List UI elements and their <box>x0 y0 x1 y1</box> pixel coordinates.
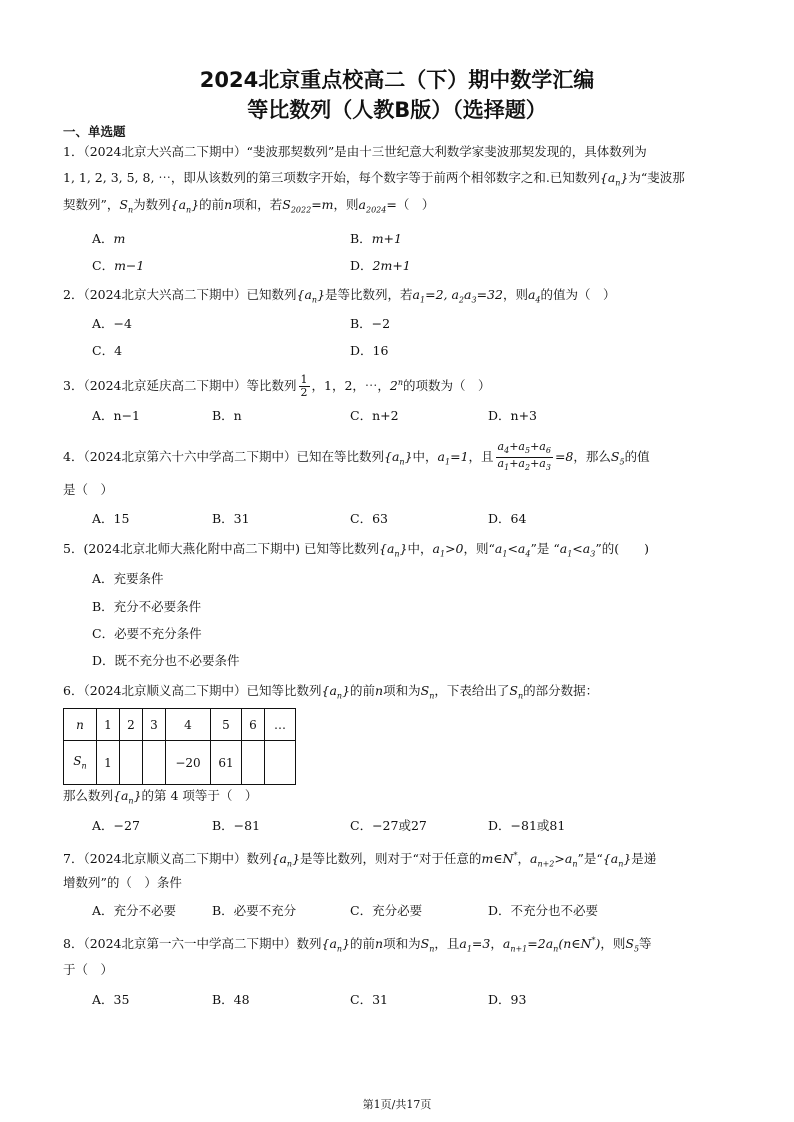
q7-line-1: 7．（2024北京顺义高二下期中）数列$\{a_n\}$是等比数列，则对于“对于任意的m∈N*，$a_{n+2}>a_n$”是“$\{a_n\}$是递 <box>63 851 657 869</box>
q5-option-a[interactable]: A．充要条件 <box>92 571 164 586</box>
table-cell: 1 <box>97 709 120 741</box>
table-row <box>64 709 296 741</box>
q3-option-d[interactable]: D．n+3 <box>488 408 537 423</box>
q5-line-1: 5．(2024北京北师大燕化附中高二下期中) 已知等比数列$\{a_n\}$中，$a_1>0$，则“$a_1<a_4$”是 “$a_1<a_3$”的( ) <box>63 541 649 559</box>
q4-option-b[interactable]: B．31 <box>212 511 250 526</box>
title-line-1: 2024北京重点校高二（下）期中数学汇编 <box>199 68 595 92</box>
q6-option-b[interactable]: B．−81 <box>212 818 261 833</box>
q1-line-2: 1, 1, 2, 3, 5, 8, ⋯，即从该数列的第三项数字开始，每个数字等于前两个相邻数字之和.已知数列$\{a_n\}$为“斐波那 <box>63 170 685 188</box>
q6-option-a[interactable]: A．−27 <box>92 818 140 833</box>
q3-option-b[interactable]: B．n <box>212 408 242 423</box>
sn-data-table <box>63 708 296 785</box>
q4-option-c[interactable]: C．63 <box>350 511 388 526</box>
table-cell: 3 <box>143 709 166 741</box>
table-cell: −20 <box>166 741 211 785</box>
q8-line-1: 8．（2024北京第一六一中学高二下期中）数列$\{a_n\}$的前n项和为$S_n$，且$a_1=3$，$a_{n+1}=2a_n(n\in N^*)$，则$S_5$等 <box>63 936 652 954</box>
q4-line-2: 是（ ） <box>63 482 114 497</box>
table-cell: … <box>265 709 296 741</box>
table-cell: n <box>64 709 97 741</box>
q1-option-a[interactable]: A．m <box>92 231 126 246</box>
q8-option-c[interactable]: C．31 <box>350 992 388 1007</box>
table-cell <box>265 741 296 785</box>
q5-option-d[interactable]: D．既不充分也不必要条件 <box>92 653 240 668</box>
q7-option-d[interactable]: D．不充分也不必要 <box>488 903 599 918</box>
table-cell: 61 <box>211 741 242 785</box>
q7-option-a[interactable]: A．充分不必要 <box>92 903 177 918</box>
table-row <box>64 741 296 785</box>
q8-option-d[interactable]: D．93 <box>488 992 527 1007</box>
table-cell <box>242 741 265 785</box>
table-cell: 6 <box>242 709 265 741</box>
q1-line-3: 契数列”，$S_n$为数列$\{a_n\}$的前n项和，若$S_{2022}=m$，则$a_{2024}=$（ ） <box>63 197 435 215</box>
table-cell: $S_n$ <box>64 741 97 785</box>
q1-option-c[interactable]: C．m−1 <box>92 258 145 273</box>
q1-option-d[interactable]: D．2m+1 <box>350 258 411 273</box>
page-footer: 第1页/共17页 <box>362 1098 432 1111</box>
table-cell: 5 <box>211 709 242 741</box>
table-cell: 2 <box>120 709 143 741</box>
q3-option-a[interactable]: A．n−1 <box>92 408 141 423</box>
table-cell <box>120 741 143 785</box>
q7-option-b[interactable]: B．必要不充分 <box>212 903 297 918</box>
q4-line-1: 4．（2024北京第六十六中学高二下期中）已知在等比数列$\{a_n\}$中，$a_1=1$，且 $\frac{a_4+a_5+a_6}{a_1+a_2+a_3}$ =8，那么$S_5$的值 <box>63 440 650 473</box>
q4-option-d[interactable]: D．64 <box>488 511 527 526</box>
q5-option-b[interactable]: B．充分不必要条件 <box>92 599 202 614</box>
table-cell: 4 <box>166 709 211 741</box>
q6-option-d[interactable]: D．−81或81 <box>488 818 566 833</box>
q8-option-a[interactable]: A．35 <box>92 992 130 1007</box>
q5-option-c[interactable]: C．必要不充分条件 <box>92 626 202 641</box>
q3-line-1: 3．（2024北京延庆高二下期中）等比数列 $\frac{1}{2}$ ，1，2，⋯，2$^n$的项数为（ ） <box>63 373 491 400</box>
q3-option-c[interactable]: C．n+2 <box>350 408 399 423</box>
q2-line-1: 2．（2024北京大兴高二下期中）已知数列$\{a_n\}$是等比数列，若$a_1=2$, $a_2a_3=32$，则$a_4$的值为（ ） <box>63 287 616 305</box>
q2-option-b[interactable]: B．−2 <box>350 316 391 331</box>
fraction-one-half: $\frac{1}{2}$ <box>300 373 308 400</box>
q7-line-2: 增数列”的（ ）条件 <box>63 875 182 890</box>
q2-option-a[interactable]: A．−4 <box>92 316 132 331</box>
q6-option-c[interactable]: C．−27或27 <box>350 818 427 833</box>
q8-line-2: 于（ ） <box>63 962 114 977</box>
q6-line-1: 6．（2024北京顺义高二下期中）已知等比数列$\{a_n\}$的前n项和为$S_n$，下表给出了$S_n$的部分数据： <box>63 683 599 701</box>
section-heading: 一、单选题 <box>63 124 126 139</box>
q4-option-a[interactable]: A．15 <box>92 511 130 526</box>
q2-option-c[interactable]: C．4 <box>92 343 123 358</box>
q1-option-b[interactable]: B．m+1 <box>350 231 402 246</box>
q2-option-d[interactable]: D．16 <box>350 343 389 358</box>
fraction-expression: $\frac{a_4+a_5+a_6}{a_1+a_2+a_3}$ <box>497 440 551 473</box>
q1-line-1: 1．（2024北京大兴高二下期中）“斐波那契数列”是由十三世纪意大利数学家斐波那契发现的，具体数列为 <box>63 144 647 159</box>
table-cell: 1 <box>97 741 120 785</box>
table-cell <box>143 741 166 785</box>
q7-option-c[interactable]: C．充分必要 <box>350 903 423 918</box>
title-line-2: 等比数列（人教B版）（选择题） <box>247 98 547 122</box>
q8-option-b[interactable]: B．48 <box>212 992 250 1007</box>
q6-line-2: 那么数列$\{a_n\}$的第 4 项等于（ ） <box>63 788 258 806</box>
